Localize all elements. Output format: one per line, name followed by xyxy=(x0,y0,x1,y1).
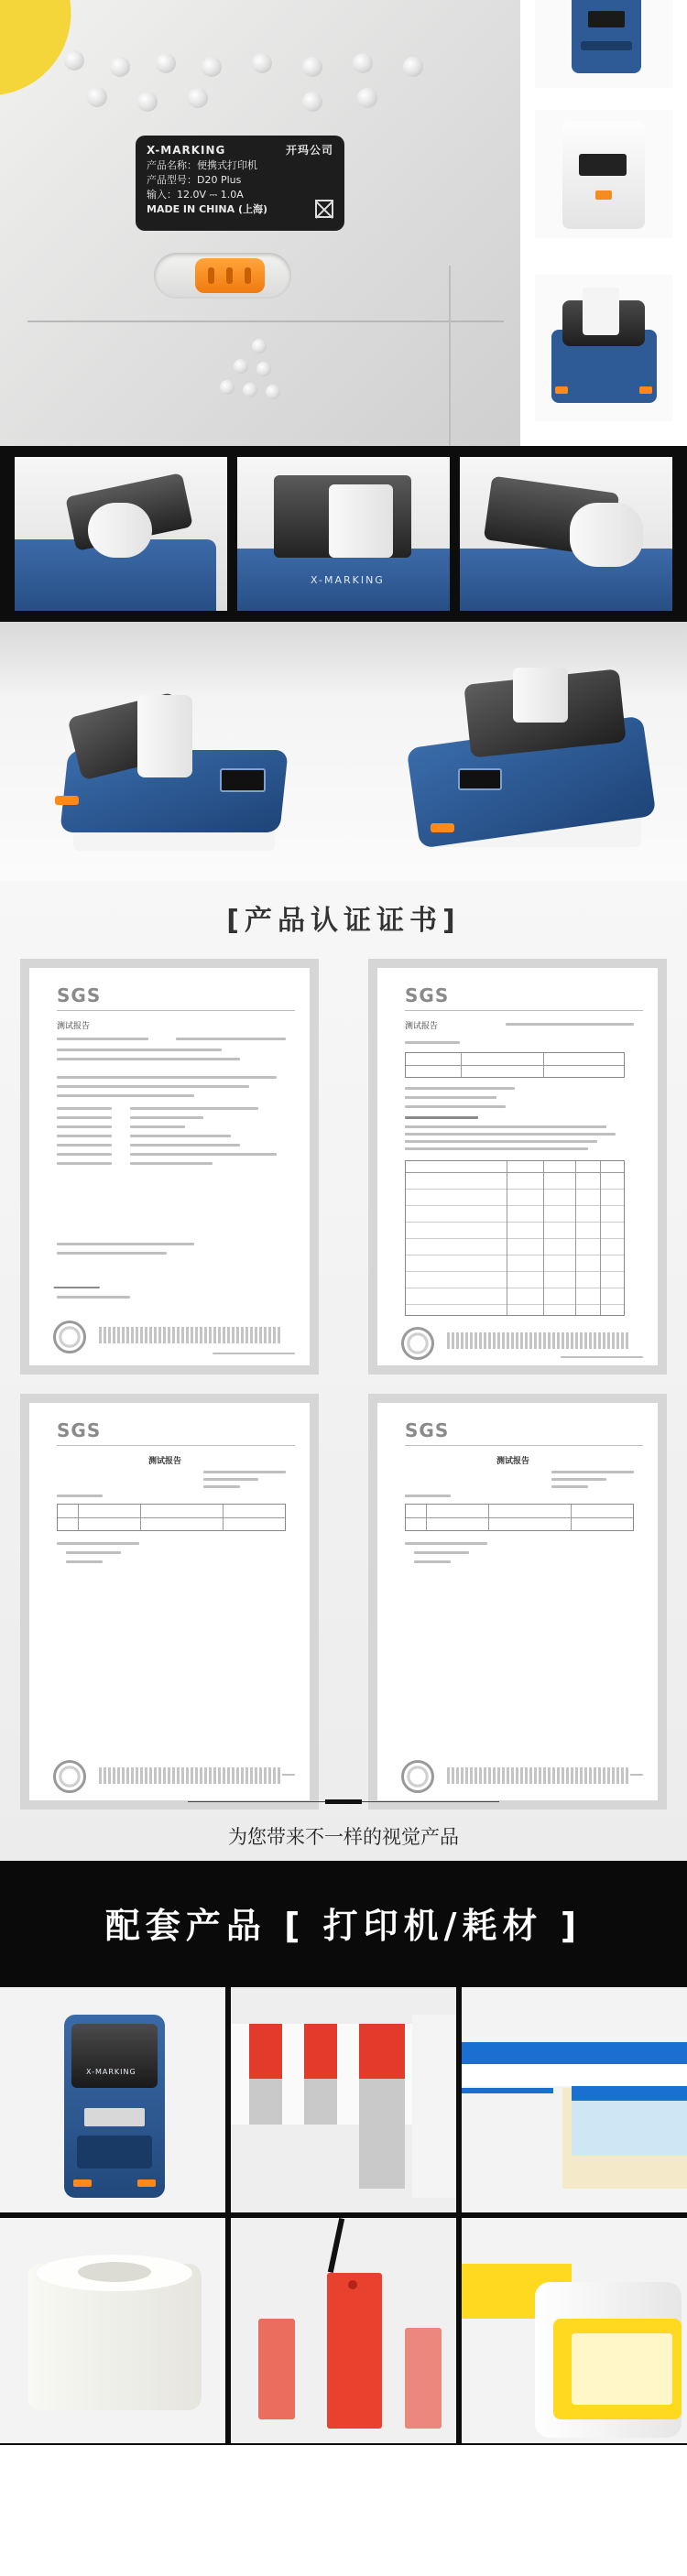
accessories-header xyxy=(0,1861,687,1987)
dimple xyxy=(243,383,257,397)
panel-seam xyxy=(449,266,451,446)
dimple xyxy=(353,53,373,73)
label-product-name: 产品名称：便携式打印机 xyxy=(147,159,257,172)
certificate-heading: 测试报告 xyxy=(57,1022,91,1031)
dimple xyxy=(188,88,208,108)
printer-brand-mark: X-MARKING xyxy=(311,574,385,586)
sgs-logo: SGS xyxy=(405,1419,450,1441)
dimple xyxy=(403,57,423,77)
label-model: 产品型号：D20 Plus xyxy=(147,174,242,187)
thumb-printer-open xyxy=(535,275,672,421)
certificate-card xyxy=(20,1394,319,1810)
hero-side-thumbnails xyxy=(520,0,687,446)
dimple xyxy=(302,57,322,77)
dimple xyxy=(234,359,248,374)
accessories-title: 配套产品 [ 打印机/耗材 ] xyxy=(104,1906,583,1946)
sample-table xyxy=(405,1504,634,1531)
footer-text xyxy=(447,1767,630,1784)
sgs-logo: SGS xyxy=(57,984,102,1006)
printer-brand-mark: X-MARKING xyxy=(86,2068,136,2076)
accessory-tile-labels-red xyxy=(231,1987,456,2212)
accessory-tile-cable-tags xyxy=(231,2218,456,2443)
label-company: 开玛公司 xyxy=(285,144,333,157)
certificate-heading: 测试报告 xyxy=(405,1022,439,1031)
detail-photo-2 xyxy=(237,457,450,611)
certification-seal xyxy=(401,1760,434,1793)
dimple xyxy=(87,87,107,107)
hero-section xyxy=(0,0,687,446)
dimple xyxy=(64,50,84,71)
dimple xyxy=(252,339,267,353)
footer-text xyxy=(99,1767,282,1784)
certificates-title: [产品认证证书] xyxy=(226,905,461,937)
footer-text xyxy=(447,1332,630,1349)
accessories-grid xyxy=(0,1987,687,2445)
spec-label-plate xyxy=(136,136,344,231)
divider xyxy=(188,1801,499,1802)
certification-seal xyxy=(53,1760,86,1793)
detail-photo-strip xyxy=(0,446,687,622)
detail-photo-1 xyxy=(15,457,227,611)
results-table xyxy=(405,1160,625,1316)
printer-icon xyxy=(64,2015,165,2198)
footer-text xyxy=(99,1327,282,1343)
dimple xyxy=(256,362,271,376)
label-brand: X-MARKING xyxy=(147,144,226,157)
dimple xyxy=(302,92,322,112)
switch-knob xyxy=(195,258,265,293)
certificates-section xyxy=(0,881,687,1861)
certificate-card xyxy=(368,1394,667,1810)
sgs-logo: SGS xyxy=(405,984,450,1006)
dimple xyxy=(156,53,176,73)
accessory-tile-yellow-roll xyxy=(462,2218,687,2443)
certificate-paper xyxy=(29,968,310,1365)
sample-table xyxy=(57,1504,286,1531)
certificate-paper xyxy=(377,968,658,1365)
tagline: 为您带来不一样的视觉产品 xyxy=(228,1826,459,1848)
panel-seam xyxy=(27,321,504,322)
printer-photo-left xyxy=(37,658,311,869)
certificate-card xyxy=(368,959,667,1375)
accessory-tile-printer xyxy=(0,1987,225,2212)
printer-photos-section xyxy=(0,622,687,881)
dimple xyxy=(220,380,234,395)
dimple xyxy=(266,385,280,399)
dimple xyxy=(110,57,130,77)
thumb-printer-top xyxy=(535,0,672,88)
hero-closeup-photo xyxy=(0,0,520,446)
certificate-heading: 测试报告 xyxy=(496,1457,530,1466)
certification-seal xyxy=(401,1327,434,1360)
weee-bin-icon xyxy=(315,200,333,218)
certificate-paper xyxy=(29,1403,310,1800)
certificate-heading: 测试报告 xyxy=(148,1457,182,1466)
certificate-paper xyxy=(377,1403,658,1800)
accessory-tile-labels-blue xyxy=(462,1987,687,2212)
sgs-logo: SGS xyxy=(57,1419,102,1441)
dimple xyxy=(357,88,377,108)
dimple xyxy=(202,57,222,77)
dimple xyxy=(252,53,272,73)
sample-table xyxy=(405,1052,625,1078)
power-switch xyxy=(154,253,291,299)
detail-photo-3 xyxy=(460,457,672,611)
dimple xyxy=(137,92,158,112)
printer-photo-right xyxy=(394,649,669,869)
accessory-tile-white-roll xyxy=(0,2218,225,2443)
yellow-accent xyxy=(0,0,82,99)
label-origin: MADE IN CHINA (上海) xyxy=(147,203,268,216)
label-input: 输入：12.0V ⎓ 1.0A xyxy=(147,189,244,201)
certificate-card xyxy=(20,959,319,1375)
signature xyxy=(53,1270,105,1288)
thumb-printer-back xyxy=(535,110,672,238)
certification-seal xyxy=(53,1321,86,1353)
